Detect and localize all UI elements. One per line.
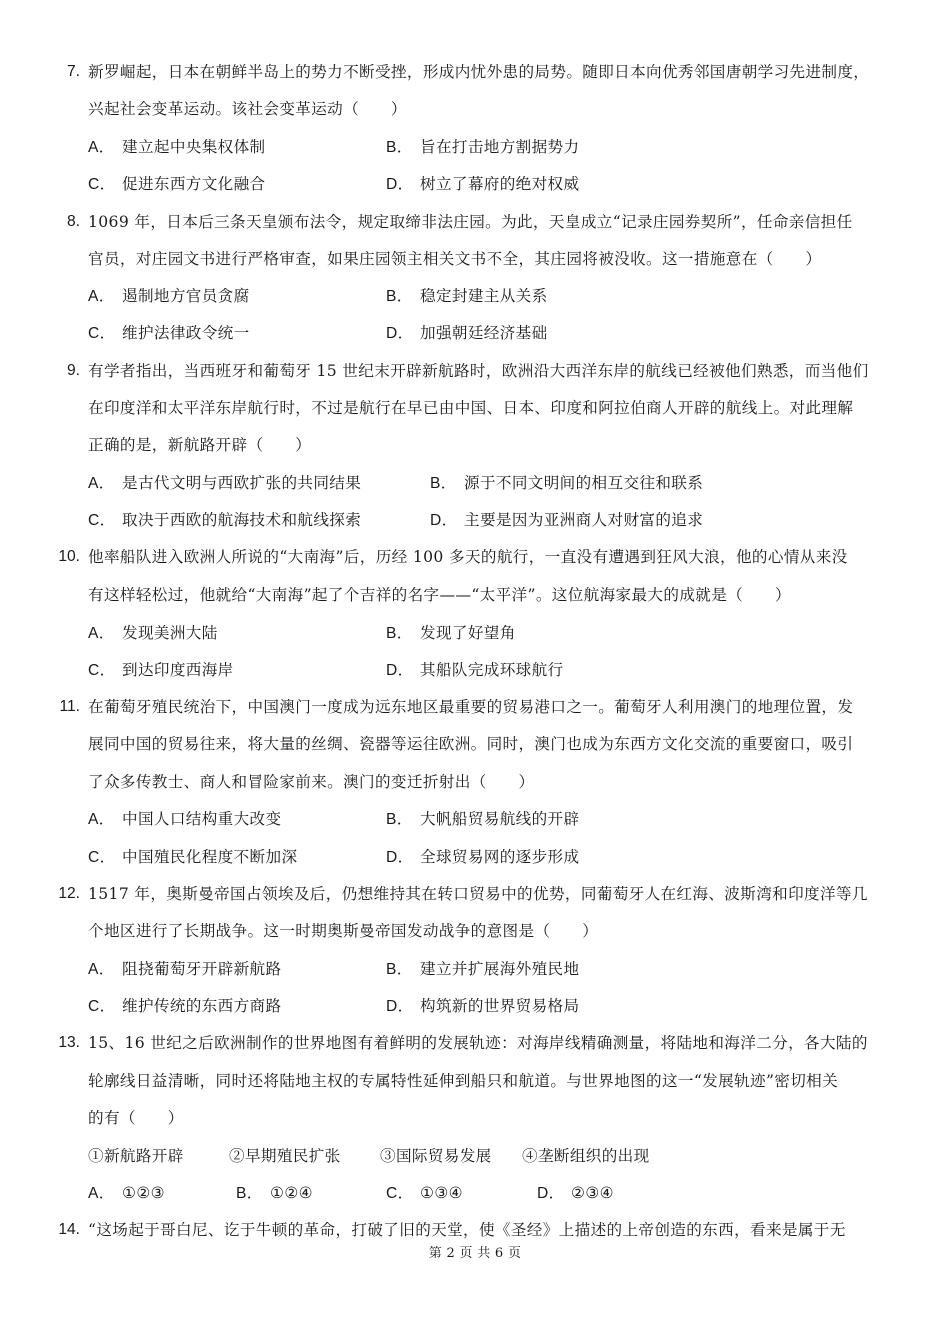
option-label: C． [88,849,116,866]
option-text: 源于不同文明间的相互交往和联系 [464,474,704,492]
option-label: A． [88,625,115,642]
option-a[interactable] [88,958,281,981]
option-d[interactable] [386,173,579,196]
question-text-line: 兴起社会变革运动。该社会变革运动（ ） [88,100,407,118]
option-text: ①②③ [122,1184,165,1202]
option-label: C． [88,662,116,679]
question-text-line: 在印度洋和太平洋东岸航行时，不过是航行在早已由中国、日本、印度和阿拉伯商人开辟的航线上。对此理解 [88,399,854,417]
question-number: 10. [58,548,80,565]
statement-item: ②早期殖民扩张 [229,1147,341,1165]
option-c[interactable] [88,659,234,682]
option-text: 取决于西欧的航海技术和航线探索 [122,511,362,529]
option-label: B． [386,625,413,642]
option-text: 全球贸易网的逐步形成 [420,848,580,866]
question-text-line: 新罗崛起，日本在朝鲜半岛上的势力不断受挫，形成内忧外患的局势。随即日本向优秀邻国唐朝学习先进制度， [88,63,870,81]
question-number: 7. [66,63,80,80]
option-c[interactable] [88,846,297,869]
option-a[interactable] [88,285,250,308]
option-label: A． [88,475,115,492]
option-label: A． [88,1185,115,1202]
option-label: D． [386,998,414,1015]
option-label: C． [386,1185,414,1202]
question-text-line: 官员，对庄园文书进行严格审查，如果庄园领主相关文书不全，其庄园将被没收。这一措施意在（ ） [88,250,822,268]
question-text-line: 的有（ ） [88,1109,184,1127]
option-label: A． [88,139,115,156]
question-number: 9. [66,362,80,379]
option-a[interactable] [88,808,281,831]
option-text: 维护法律政令统一 [122,324,250,342]
option-label: B． [430,475,457,492]
option-text: 到达印度西海岸 [122,661,234,679]
option-text: 其船队完成环球航行 [420,661,564,679]
option-d[interactable] [386,995,579,1018]
option-text: 维护传统的东西方商路 [122,997,282,1015]
question-number: 11. [59,698,80,715]
option-label: B． [386,139,413,156]
option-a[interactable] [88,622,218,645]
question-text-line: 轮廓线日益清晰，同时还将陆地主权的专属特性延伸到船只和航道。与世界地图的这一“发展轨迹”密切相关 [88,1072,839,1090]
option-d[interactable] [386,846,579,869]
option-text: 大帆船贸易航线的开辟 [420,810,580,828]
question-number: 14. [58,1221,80,1238]
question-text-line: 有学者指出，当西班牙和葡萄牙 15 世纪末开辟新航路时，欧洲沿大西洋东岸的航线已经被他们熟悉，而当他们 [88,362,869,380]
option-label: D． [537,1185,565,1202]
option-label: B． [386,961,413,978]
option-c[interactable] [88,995,281,1018]
question-text-line: 了众多传教士、商人和冒险家前来。澳门的变迁折射出（ ） [88,773,535,791]
option-d[interactable] [430,509,703,532]
statement-item: ①新航路开辟 [88,1147,184,1165]
option-label: D． [386,176,414,193]
statement-item: ③国际贸易发展 [380,1147,492,1165]
option-b[interactable] [386,958,579,981]
option-b[interactable] [386,285,548,308]
option-label: C． [88,325,116,342]
option-b[interactable] [386,808,579,831]
option-text: 中国人口结构重大改变 [122,810,282,828]
question-text-line: 展同中国的贸易往来，将大量的丝绸、瓷器等运往欧洲。同时，澳门也成为东西方文化交流的重要窗口，吸引 [88,735,854,753]
option-text: 是古代文明与西欧扩张的共同结果 [122,474,362,492]
option-a[interactable] [88,1182,165,1205]
option-d[interactable] [386,659,564,682]
question-text-line: 他率船队进入欧洲人所说的“大南海”后，历经 100 多天的航行，一直没有遭遇到狂风大浪，他的心情从来没 [88,548,848,566]
option-text: 建立起中央集权体制 [122,138,266,156]
question-number: 13. [58,1034,80,1051]
question-text-line: 1517 年，奥斯曼帝国占领埃及后，仍想维持其在转口贸易中的优势，同葡萄牙人在红海、波斯湾和印度洋等几 [88,885,868,903]
option-text: 遏制地方官员贪腐 [122,287,250,305]
option-label: A． [88,811,115,828]
option-d[interactable] [386,322,548,345]
question-text-line: 15、16 世纪之后欧洲制作的世界地图有着鲜明的发展轨迹：对海岸线精确测量，将陆地和海洋二分，各大陆的 [88,1034,868,1052]
question-text-line: 有这样轻松过，他就给“大南海”起了个吉祥的名字——“太平洋”。这位航海家最大的成就是（ ） [88,586,791,604]
option-b[interactable] [386,622,516,645]
option-text: 促进东西方文化融合 [122,175,266,193]
option-label: A． [88,961,115,978]
option-text: 构筑新的世界贸易格局 [420,997,580,1015]
option-label: B． [236,1185,263,1202]
option-label: D． [386,662,414,679]
option-text: 建立并扩展海外殖民地 [420,960,580,978]
option-label: A． [88,288,115,305]
option-text: 发现美洲大陆 [122,624,218,642]
question-text-line: 正确的是，新航路开辟（ ） [88,436,312,454]
option-c[interactable] [88,173,266,196]
question-text-line: “这场起于哥白尼、讫于牛顿的革命，打破了旧的天堂，使《圣经》上描述的上帝创造的东西，看来是属于无 [88,1221,846,1239]
question-text-line: 1069 年，日本后三条天皇颁布法令，规定取缔非法庄园。为此，天皇成立“记录庄园券契所”，任命亲信担任 [88,213,853,231]
option-b[interactable] [236,1182,313,1205]
option-text: 加强朝廷经济基础 [420,324,548,342]
option-text: 树立了幕府的绝对权威 [420,175,580,193]
option-text: 旨在打击地方割据势力 [420,138,580,156]
option-label: B． [386,811,413,828]
option-text: 发现了好望角 [420,624,516,642]
option-a[interactable] [88,136,266,159]
option-b[interactable] [386,136,579,159]
option-label: C． [88,176,116,193]
question-number: 8. [66,213,80,230]
option-c[interactable] [386,1182,463,1205]
question-text-line: 个地区进行了长期战争。这一时期奥斯曼帝国发动战争的意图是（ ） [88,922,599,940]
option-text: 主要是因为亚洲商人对财富的追求 [464,511,704,529]
option-text: ①③④ [420,1184,463,1202]
option-a[interactable] [88,472,361,495]
option-text: 阻挠葡萄牙开辟新航路 [122,960,282,978]
option-text: ①②④ [270,1184,313,1202]
page-footer: 第 2 页 共 6 页 [428,1246,522,1261]
question-number: 12. [58,885,80,902]
option-label: C． [88,512,116,529]
question-text-line: 在葡萄牙殖民统治下，中国澳门一度成为远东地区最重要的贸易港口之一。葡萄牙人利用澳门的地理位置，发 [88,698,854,716]
statement-item: ④垄断组织的出现 [522,1147,650,1165]
option-d[interactable] [537,1182,614,1205]
option-text: 中国殖民化程度不断加深 [122,848,298,866]
option-text: ②③④ [571,1184,614,1202]
option-label: D． [386,849,414,866]
option-label: D． [386,325,414,342]
option-b[interactable] [430,472,703,495]
option-c[interactable] [88,509,361,532]
option-text: 稳定封建主从关系 [420,287,548,305]
option-c[interactable] [88,322,250,345]
option-label: C． [88,998,116,1015]
option-label: B． [386,288,413,305]
option-label: D． [430,512,458,529]
